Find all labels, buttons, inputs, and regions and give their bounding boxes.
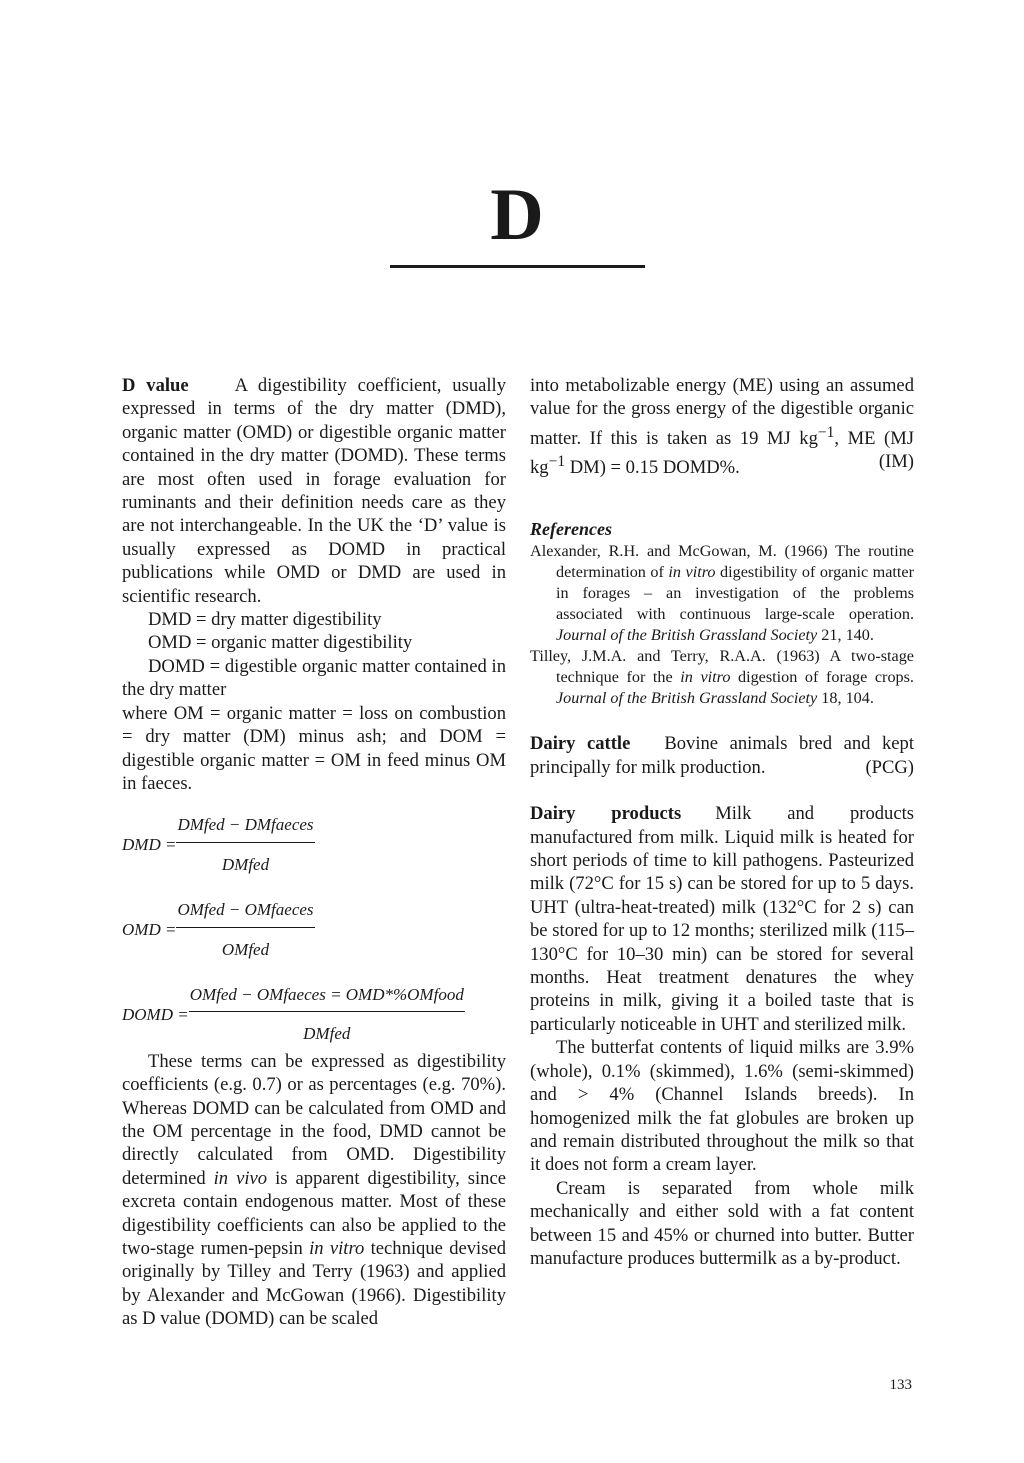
formula-omd-numerator: OMfed − OMfaeces — [176, 898, 314, 927]
formula-domd-numerator — [189, 983, 465, 1012]
references-heading: References — [530, 519, 612, 539]
cream-paragraph: Cream is separated from whole milk mechanically and either sold with a fat content between 15 and 45% or churned into butter. Butter manufacture produces buttermilk as a by-product. — [530, 1177, 914, 1269]
definition-omd: OMD = organic matter digestibility — [148, 632, 413, 654]
references-list — [530, 541, 914, 709]
section-letter: D — [490, 174, 544, 256]
spacer — [530, 779, 914, 802]
reference-2-authors: Tilley, J.M.A. and Terry, R.A.A. (1963) A two-stage technique for the — [530, 647, 914, 687]
reference-2-journal: Journal of the British Grassland Society — [556, 689, 818, 708]
reference-2-title: digestion of forage crops. — [730, 668, 914, 687]
digestibility-text-b: is apparent digestibility, since excreta contain endogenous matter. Most of these digestibility coefficients can also be applied to the two-stage rumen-pepsin — [122, 1167, 506, 1259]
left-column — [122, 374, 506, 1331]
definition-domd: DOMD = digestible organic matter contained in the dry matter — [122, 655, 506, 701]
butterfat-paragraph: The butterfat contents of liquid milks are 3.9% (whole), 0.1% (skimmed), 1.6% (semi-skimmed) and > 4% (Channel Islands breeds). In homogenized milk the fat globules are broken up and remain distributed throughout the milk so that it does not form a cream layer. — [530, 1037, 914, 1176]
formula-omd-fraction — [176, 898, 314, 961]
dairy-cattle-text: Bovine animals bred and kept principally for milk production. — [530, 733, 914, 778]
continuation-text-b: , ME (MJ kg — [530, 428, 914, 479]
in-vivo-term: in vivo — [213, 1167, 268, 1189]
definition-dmd: DMD = dry matter digestibility — [148, 609, 382, 631]
digestibility-text-c: technique devised originally by Tilley and Terry (1963) and applied by Alexander and McGowan (1966). Digestibility as D value (DOMD) can be scaled — [122, 1238, 507, 1330]
dairy-cattle-entry — [530, 732, 914, 779]
reference-1-title: digestibility of organic matter in forages – an investigation of the problems associated with continuous large-scale operation. — [556, 563, 914, 624]
d-value-entry — [122, 374, 506, 608]
where-text: where OM = organic matter = loss on combustion = dry matter (DM) minus ash; and DOM = digestible organic matter = OM in feed minus OM in faeces. — [122, 702, 506, 794]
formula-omd-denominator: OMfed — [221, 939, 270, 959]
reference-alexander — [530, 541, 914, 646]
section-rule — [390, 265, 645, 268]
continuation-text-a: into metabolizable energy (ME) using an assumed value for the gross energy of the digestible organic matter. If this is taken as 19 MJ kg — [530, 375, 914, 449]
formula-dmd-denominator: DMfed — [221, 854, 270, 874]
formula-omd-lhs: OMD = — [122, 919, 177, 939]
continuation-paragraph — [530, 374, 914, 480]
formula-omd — [122, 898, 506, 961]
author-tag-im: (IM) — [878, 451, 914, 473]
continuation-exponent-2: −1 — [548, 453, 566, 471]
formula-dmd-numerator: DMfed − DMfaeces — [176, 813, 314, 842]
reference-1-journal: Journal of the British Grassland Society — [556, 626, 818, 645]
reference-tilley — [530, 646, 914, 709]
page-number: 133 — [889, 1377, 912, 1393]
right-column — [530, 374, 914, 1270]
dairy-cattle-term: Dairy cattle — [530, 733, 631, 755]
formula-domd-rhs: = OMD*%OMfood — [330, 984, 464, 1004]
formula-domd — [122, 983, 506, 1046]
formula-dmd-fraction — [176, 813, 314, 876]
continuation-text-c: DM) = 0.15 DOMD%. — [565, 457, 740, 479]
d-value-text: A digestibility coefficient, usually expressed in terms of the dry matter (DMD), organic matter (OMD) or digestible organic matter contained in the dry matter (DOMD). These terms are most often used in forage evaluation for ruminants and their definition needs care as they are not interchangeable. In the UK the ‘D’ value is usually expressed as DOMD in practical publications while OMD or DMD are used in scientific research. — [122, 375, 506, 607]
formula-domd-lhs: DOMD = — [122, 1004, 189, 1024]
formula-dmd — [122, 813, 506, 876]
reference-1-in-vitro: in vitro — [668, 563, 716, 582]
author-tag-pcg: (PCG) — [865, 756, 914, 778]
formula-domd-denominator: DMfed — [303, 1024, 351, 1044]
dairy-products-term: Dairy products — [530, 803, 682, 825]
reference-1-authors: Alexander, R.H. and McGowan, M. (1966) The routine determination of — [530, 542, 914, 582]
dairy-products-entry — [530, 802, 914, 1036]
reference-2-volume: 18, 104. — [817, 689, 874, 708]
formula-domd-numerator-text: OMfed − OMfaeces — [189, 984, 326, 1004]
dairy-products-text: Milk and products manufactured from milk. Liquid milk is heated for short periods of time to kill pathogens. Pasteurized milk (72°C for 15 s) can be stored for up to 5 days. UHT (ultra-heat-treated) milk (132°C for 2 s) can be stored for up to 12 months; sterilized milk (115–130°C for 10–30 min) can be stored for several months. Heat treatment denatures the whey proteins in milk, giving it a boiled taste that is particularly noticeable in UHT and sterilized milk. — [530, 803, 915, 1035]
spacer — [530, 709, 914, 732]
reference-1-volume: 21, 140. — [817, 626, 874, 645]
continuation-exponent-1: −1 — [817, 423, 835, 441]
formula-dmd-lhs: DMD = — [122, 835, 177, 855]
reference-2-in-vitro: in vitro — [680, 668, 731, 687]
d-value-term: D value — [122, 375, 189, 396]
formula-domd-fraction — [189, 983, 465, 1046]
digestibility-paragraph — [122, 1050, 506, 1331]
in-vitro-term: in vitro — [309, 1238, 365, 1259]
digestibility-text-a: These terms can be expressed as digestibility coefficients (e.g. 0.7) or as percentages (e.g. 70%). Whereas DOMD can be calculated from OMD and the OM percentage in the food, DMD cannot be directly calculated from OMD. Digestibility determined — [122, 1050, 506, 1189]
